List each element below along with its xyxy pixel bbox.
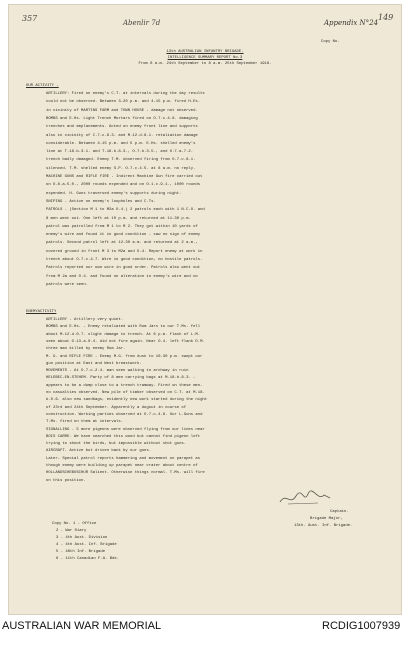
text-line: about M.12.d.0.7. slight damage to trench. At 6 p.m. flash of L.M. xyxy=(46,332,201,337)
text-line: b.0.6. also new sandbags, evidently new work started during the night xyxy=(46,398,208,403)
page-number-stamp: 357 xyxy=(22,14,38,23)
text-line: BOMBS and E.Hs. Light Trench Mortars fired on O.7.c.4.8. damaging xyxy=(46,116,198,121)
text-line: Later- Special patrol reports hammering and movement on parapet as xyxy=(46,456,201,461)
text-line: Patrols reported our own wire in good order. Patrols also went out xyxy=(46,266,201,271)
document-page xyxy=(8,4,402,615)
text-line: 3 - 4th Aust. Division xyxy=(56,536,108,540)
text-line: on this position. xyxy=(46,478,86,483)
text-line: AIRCRAFT. Active but driven back by our guns. xyxy=(46,449,152,454)
text-line: of 23rd and 24th September. Apparently a dugout in course of xyxy=(46,405,187,410)
text-line: SIGNALLING - 5 more pigeons were observed flying from our lines near xyxy=(46,427,205,432)
text-line: construction. Working parties observed at O.7.c.4.8. Our L.Guns and xyxy=(46,412,203,417)
text-line: though enemy were building up parapet near crater about centre of xyxy=(46,464,198,468)
text-line: ARTILLERY: Fired on enemy's C.T. at intervals during the day results xyxy=(46,92,205,96)
text-line: PATROLS - (Section M 1 to M2a O.4.) 2 patrols each with 1 N.C.O. and xyxy=(46,208,205,213)
text-line: 6 - 11th Canadian F.A. Bde. xyxy=(56,557,120,561)
text-line: expended. H. Guns traversed enemy's supports during night. xyxy=(46,191,182,196)
text-line: BOMBS and E.Hs. - Enemy retaliated with Rum Jars to our T.Ms. fell xyxy=(46,325,201,330)
appendix-label: Appendix N°24 xyxy=(324,19,379,27)
text-line: HELEBEC-EN-STEHEM. Party of 8 men carrying bags at M.18.b.8.3. - xyxy=(46,376,196,381)
text-line: T.Ms. fired on them at intervals. xyxy=(46,420,124,425)
copy-no-label: Copy No. xyxy=(321,40,340,44)
text-line: 8 men went out. One left at 10 p.m. and returned at 11-30 p.m. xyxy=(46,216,191,221)
text-line: M. G. and RIFLE FIRE - Enemy M.G. from dusk to 10-30 p.m. swept our xyxy=(46,354,203,359)
signature-title: Brigade Major, xyxy=(310,517,343,521)
text-line: 5 - 48th Inf. Brigade xyxy=(56,550,106,554)
text-line: line at T.18.b.3.1. and T.18.b.8.3., O.7.b.3.5., and O.7.a.7.2. xyxy=(46,150,194,155)
text-line: MOVEMENTS - At O.7.c.2.4. man seen walking in archway in ruin xyxy=(46,369,189,374)
text-line: MACHINE GUNS and RIFLE FIRE - Indirect Machine Gun fire carried out xyxy=(46,175,203,179)
text-line: enemy's wire and found it in good condition - saw no sign of enemy xyxy=(46,233,201,238)
our-activity-heading: OUR ACTIVITY - xyxy=(26,84,59,88)
text-line: Copy No. 1 - Office xyxy=(52,522,97,526)
text-line: trench about O.7.c.4.7. Wire in good condition, no hostile patrols. xyxy=(46,258,203,262)
enemy-activity-heading: ENEMYACTIVITY xyxy=(26,310,57,314)
text-line: trench badly damaged. Enemy T.M. observed firing from O.7.c.8.1. xyxy=(46,158,196,163)
signature-rank: Captain. xyxy=(330,510,349,514)
text-line: trying to shoot the birds, but impossible without shot guns. xyxy=(46,442,187,447)
text-line: 4 - 4th Aust. Inf. Brigade xyxy=(56,543,117,547)
text-line: from M 2a and O.4. and found no alteration in enemy's wire and no xyxy=(46,274,198,279)
text-line: seen about O.13.a.0.4. did not fire again. Near O.4. left flank D.M. xyxy=(46,339,205,344)
text-line: patrols were seen. xyxy=(46,282,89,287)
text-line: patrol was patrolled from M 1 to M 2. They got within 10 yards of xyxy=(46,224,198,229)
text-line: also in vicinity of C.7.c.9.3. and M.12.d.8.1. retaliation damage xyxy=(46,133,198,138)
text-line: gun position at East and West breastwork. xyxy=(46,361,142,366)
footer-record-id: RCDIG1007939 xyxy=(322,620,401,632)
text-line: 2 - War Diary xyxy=(56,529,87,533)
header-line-2: INTELLIGENCE SUMMARY REPORT No.3 xyxy=(167,56,243,60)
text-line: trenches and emplacements. Acted on enemy front line and supports xyxy=(46,125,198,130)
header-line-1: 13th AUSTRALIAN INFANTRY BRIGADE. xyxy=(166,50,244,54)
text-line: covered ground in front M 3 to M2a and O.4. Report enemy at work in xyxy=(46,249,203,254)
text-line: BOIS CARRE. We have searched this wood but cannot find pigeon loft xyxy=(46,434,201,439)
text-line: silenced. T.M. shelled enemy S.P. O.7.c.4.5. at 8 a.m. no reply. xyxy=(46,166,196,171)
text-line: could not be observed. Between 3-20 p.m. and 4-15 p.m. fired H.Es. xyxy=(46,100,201,105)
text-line: three man killed by enemy Rum Jar. xyxy=(46,347,126,352)
text-line: appears to be a dump close to a trench tramway. Fired on these men- xyxy=(46,383,203,388)
text-line: in vicinity of MARTINS FARM and TOWN HOUSE - damage not observed. xyxy=(46,108,198,113)
handwritten-annotation: Abenlir 7d xyxy=(123,19,161,27)
footer-archive: AUSTRALIAN WAR MEMORIAL xyxy=(2,620,162,632)
text-line: on O.8.a.5.0., 2000 rounds expended and on O.1.c.9.1., 1000 rounds xyxy=(46,183,201,188)
text-line: SNIPING - Active on enemy's loopholes and C.Ts. xyxy=(46,199,156,204)
header-line-3: From 8 a.m. 24th September to 8 a.m. 25th September 1918. xyxy=(138,62,272,66)
signature-mark xyxy=(278,488,333,508)
text-line: considerable. Between 4-15 p.m. and 5 p.m. E.Hs. shelled enemy's xyxy=(46,141,196,146)
text-line: HOLLANDSCHEBOSCHUR Salient. Otherwise things normal. T.Ms. will fire xyxy=(46,471,205,476)
signature-unit: 13th. Aust. Inf. Brigade. xyxy=(294,524,353,528)
page-folio: 149 xyxy=(378,13,394,22)
text-line: ARTILLERY - Artillery very quiet. xyxy=(46,318,124,322)
text-line: patrols. Second patrol left at 12-30 a.m. and returned at 2 a.m., xyxy=(46,241,198,246)
text-line: no casualties observed. New pile of timber observed on C.T. at M.18. xyxy=(46,391,205,395)
